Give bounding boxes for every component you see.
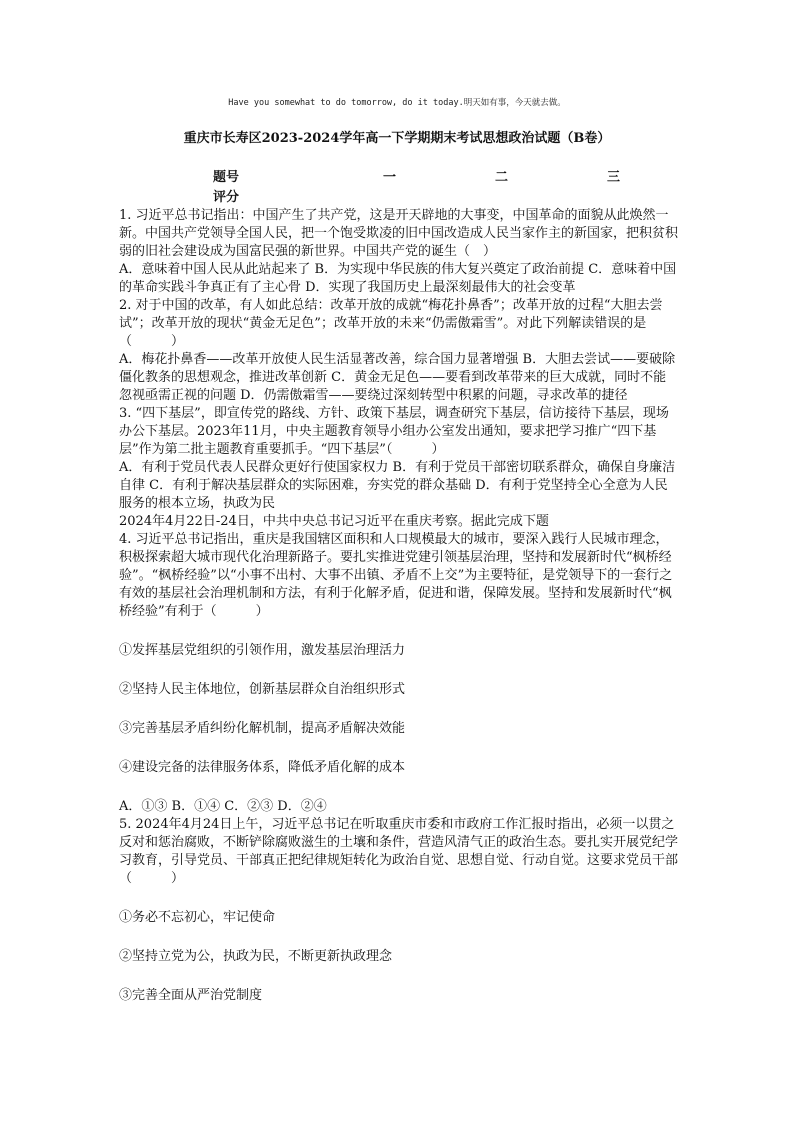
- question-4-item-3: ③完善基层矛盾纠纷化解机制，提高矛盾解决效能: [119, 721, 406, 736]
- page-motto: Have you somewhat to do tomorrow, do it today.明天如有事，今天就去做。: [228, 98, 566, 108]
- question-5-stem: 5. 2024年4月24日上午，习近平总书记在听取重庆市委和市政府工作汇报时指出，必须一以贯之反对和惩治腐败，不断铲除腐败滋生的土壤和条件，营造风清气正的政治生态。要扎实开展党纪学习教育，引导党员、干部真正把纪律规矩转化为政治自觉、思想自觉、行动自觉。这要求党员干部（ ）: [119, 817, 679, 886]
- question-5-item-2: ②坚持立党为公，执政为民，不断更新执政理念: [119, 949, 393, 964]
- question-3-options: A．有利于党员代表人民群众更好行使国家权力 B．有利于党员干部密切联系群众，确保自身廉洁自律 C．有利于解决基层群众的实际困难，夯实党的群众基础 D．有利于党坚持全心全意为人民服务的根本立场，执政为民: [119, 460, 676, 511]
- score-table-col-label: 题号: [213, 170, 240, 185]
- score-table-row-label: 评分: [213, 190, 240, 205]
- score-table-col-1: 一: [383, 170, 397, 185]
- question-2-stem: 2. 对于中国的改革，有人如此总结：改革开放的成就“梅花扑鼻香”；改革开放的过程“大胆去尝试”；改革开放的现状“黄金无足色”；改革开放的未来“仍需傲霜雪”。对此下列解读错误的是（ ）: [119, 298, 663, 349]
- question-1-stem: 1. 习近平总书记指出：中国产生了共产党，这是开天辟地的大事变，中国革命的面貌从此焕然一新。中国共产党领导全国人民，把一个饱受欺凌的旧中国改造成人民当家作主的新国家，把积贫积弱的旧社会建设成为国富民强的新世界。中国共产党的诞生（ ）: [119, 208, 679, 259]
- score-table-col-2: 二: [495, 170, 509, 185]
- question-5-item-3: ③完善全面从严治党制度: [119, 988, 263, 1003]
- score-table-col-3: 三: [607, 170, 621, 185]
- question-list: [119, 207, 679, 1005]
- question-context: 2024年4月22日-24日，中共中央总书记习近平在重庆考察。据此完成下题: [119, 514, 549, 529]
- question-3-stem: 3. “四下基层”，即宣传党的路线、方针、政策下基层，调查研究下基层，信访接待下基层，现场办公下基层。2023年11月，中央主题教育领导小组办公室发出通知，要求把学习推广“四下基层”作为第二批主题教育重要抓手。“四下基层”（ ）: [119, 406, 669, 457]
- page-title: 重庆市长寿区2023-2024学年高一下学期期末考试思想政治试题（B卷）: [183, 131, 611, 146]
- score-table-header-row: [213, 166, 633, 185]
- question-4-options: A．①③ B．①④ C．②③ D．②④: [119, 799, 327, 814]
- question-2-options: A．梅花扑鼻香——改革开放使人民生活显著改善，综合国力显著增强 B．大胆去尝试——要破除僵化教条的思想观念，推进改革创新 C．黄金无足色——要看到改革带来的巨大成就，同时不能忽视亟需正视的问题 D．仍需傲霜雪——要绕过深刻转型中积累的问题，寻求改革的捷径: [119, 352, 676, 403]
- question-1-options: A．意味着中国人民从此站起来了 B．为实现中华民族的伟大复兴奠定了政治前提 C．意味着中国的革命实践斗争真正有了主心骨 D．实现了我国历史上最深刻最伟大的社会变革: [119, 262, 677, 295]
- question-4-item-4: ④建设完备的法律服务体系，降低矛盾化解的成本: [119, 760, 406, 775]
- question-4-item-2: ②坚持人民主体地位，创新基层群众自治组织形式: [119, 682, 406, 697]
- question-4-item-1: ①发挥基层党组织的引领作用，激发基层治理活力: [119, 643, 406, 658]
- question-5-item-1: ①务必不忘初心，牢记使命: [119, 910, 276, 925]
- question-4-stem: 4. 习近平总书记指出，重庆是我国辖区面积和人口规模最大的城市，要深入践行人民城市理念，积极探索超大城市现代化治理新路子。要扎实推进党建引领基层治理，坚持和发展新时代“枫桥经验”。“枫桥经验”以“小事不出村、大事不出镇、矛盾不上交”为主要特征，是党领导下的一套行之有效的基层社会治理机制和方法，有利于化解矛盾，促进和谐，保障发展。坚持和发展新时代“枫桥经验”有利于（ ）: [119, 532, 673, 619]
